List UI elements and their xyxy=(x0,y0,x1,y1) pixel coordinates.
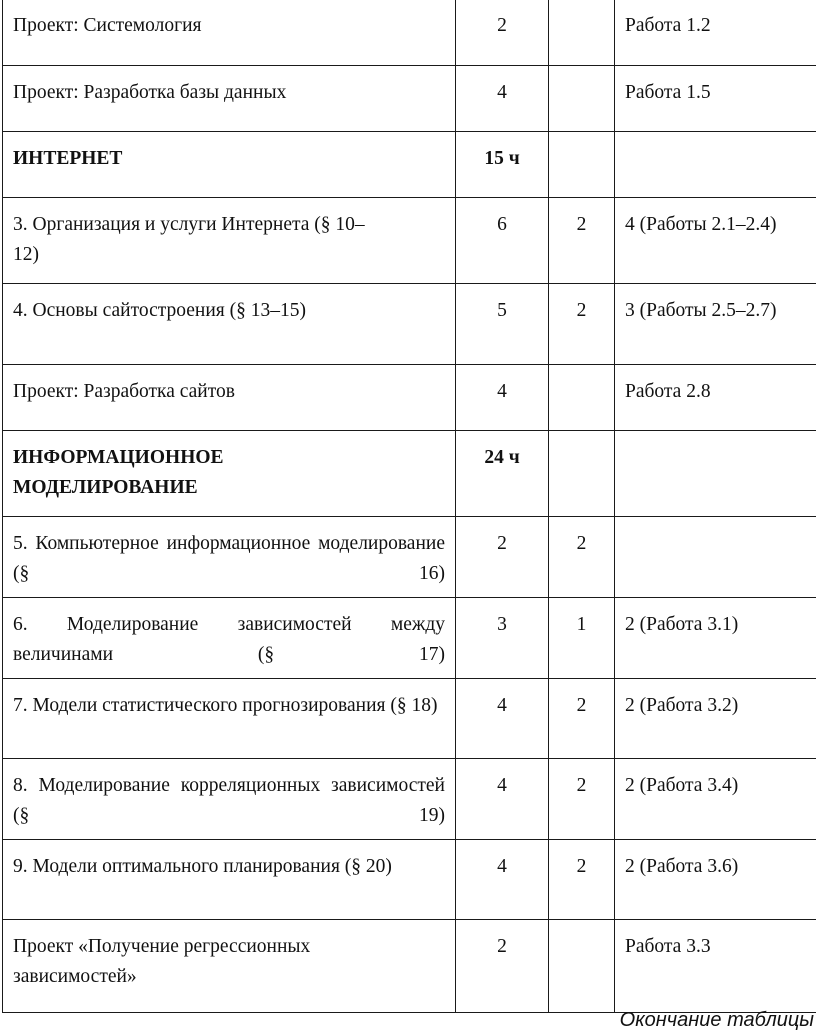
theory-hours-cell xyxy=(549,365,615,431)
practice-cell xyxy=(615,132,816,198)
practice-cell xyxy=(615,517,816,598)
table-continuation-caption: Окончание таблицы xyxy=(619,1009,814,1031)
total-hours-cell: 6 xyxy=(456,198,549,284)
topic-cell: 8. Моделирование корреляционных зависимостей (§ 19) xyxy=(3,759,456,840)
total-hours-cell: 4 xyxy=(456,66,549,132)
section-hours-cell: 24 ч xyxy=(456,431,549,517)
topic-cell: 4. Основы сайтостроения (§ 13–15) xyxy=(3,284,456,365)
total-hours-cell: 4 xyxy=(456,840,549,920)
theory-hours-cell: 2 xyxy=(549,517,615,598)
topic-cell: 3. Организация и услуги Интернета (§ 10–12) xyxy=(3,198,456,284)
topic-cell: Проект: Разработка базы данных xyxy=(3,66,456,132)
table-row xyxy=(3,0,816,66)
table-row xyxy=(3,66,816,132)
table-row xyxy=(3,198,816,284)
practice-cell: Работа 1.2 xyxy=(615,0,816,66)
table-row xyxy=(3,920,816,1013)
theory-hours-cell: 2 xyxy=(549,840,615,920)
theory-hours-cell: 1 xyxy=(549,598,615,679)
practice-cell: 3 (Работы 2.5–2.7) xyxy=(615,284,816,365)
table-row xyxy=(3,517,816,598)
practice-cell: 2 (Работа 3.2) xyxy=(615,679,816,759)
theory-hours-cell xyxy=(549,920,615,1013)
practice-cell: Работа 1.5 xyxy=(615,66,816,132)
topic-cell: 7. Модели статистического прогнозирования (§ 18) xyxy=(3,679,456,759)
practice-cell: Работа 2.8 xyxy=(615,365,816,431)
total-hours-cell: 2 xyxy=(456,517,549,598)
practice-cell: 2 (Работа 3.4) xyxy=(615,759,816,840)
topic-cell: Проект «Получение регрессионных зависимостей» xyxy=(3,920,456,1013)
total-hours-cell: 5 xyxy=(456,284,549,365)
table-row xyxy=(3,598,816,679)
table-row xyxy=(3,365,816,431)
topic-cell: 5. Компьютерное информационное моделирование (§ 16) xyxy=(3,517,456,598)
total-hours-cell: 2 xyxy=(456,920,549,1013)
practice-cell: 2 (Работа 3.1) xyxy=(615,598,816,679)
section-title-cell: ИНТЕРНЕТ xyxy=(3,132,456,198)
table-row xyxy=(3,759,816,840)
topic-cell: 6. Моделирование зависимостей между величинами (§ 17) xyxy=(3,598,456,679)
section-hours-cell: 15 ч xyxy=(456,132,549,198)
section-title-cell: ИНФОРМАЦИОННОЕ МОДЕЛИРОВАНИЕ xyxy=(3,431,456,517)
theory-hours-cell: 2 xyxy=(549,198,615,284)
topic-cell: Проект: Разработка сайтов xyxy=(3,365,456,431)
total-hours-cell: 4 xyxy=(456,365,549,431)
practice-cell: Работа 3.3 xyxy=(615,920,816,1013)
table-row xyxy=(3,284,816,365)
curriculum-table xyxy=(2,0,816,1013)
total-hours-cell: 3 xyxy=(456,598,549,679)
theory-hours-cell: 2 xyxy=(549,679,615,759)
table-row xyxy=(3,840,816,920)
topic-cell: Проект: Системология xyxy=(3,0,456,66)
theory-hours-cell: 2 xyxy=(549,759,615,840)
theory-hours-cell xyxy=(549,0,615,66)
topic-cell: 9. Модели оптимального планирования (§ 20) xyxy=(3,840,456,920)
theory-hours-cell xyxy=(549,132,615,198)
theory-hours-cell: 2 xyxy=(549,284,615,365)
theory-hours-cell xyxy=(549,431,615,517)
total-hours-cell: 4 xyxy=(456,759,549,840)
section-row xyxy=(3,431,816,517)
practice-cell: 2 (Работа 3.6) xyxy=(615,840,816,920)
total-hours-cell: 2 xyxy=(456,0,549,66)
section-row xyxy=(3,132,816,198)
theory-hours-cell xyxy=(549,66,615,132)
total-hours-cell: 4 xyxy=(456,679,549,759)
table-row xyxy=(3,679,816,759)
practice-cell: 4 (Работы 2.1–2.4) xyxy=(615,198,816,284)
practice-cell xyxy=(615,431,816,517)
